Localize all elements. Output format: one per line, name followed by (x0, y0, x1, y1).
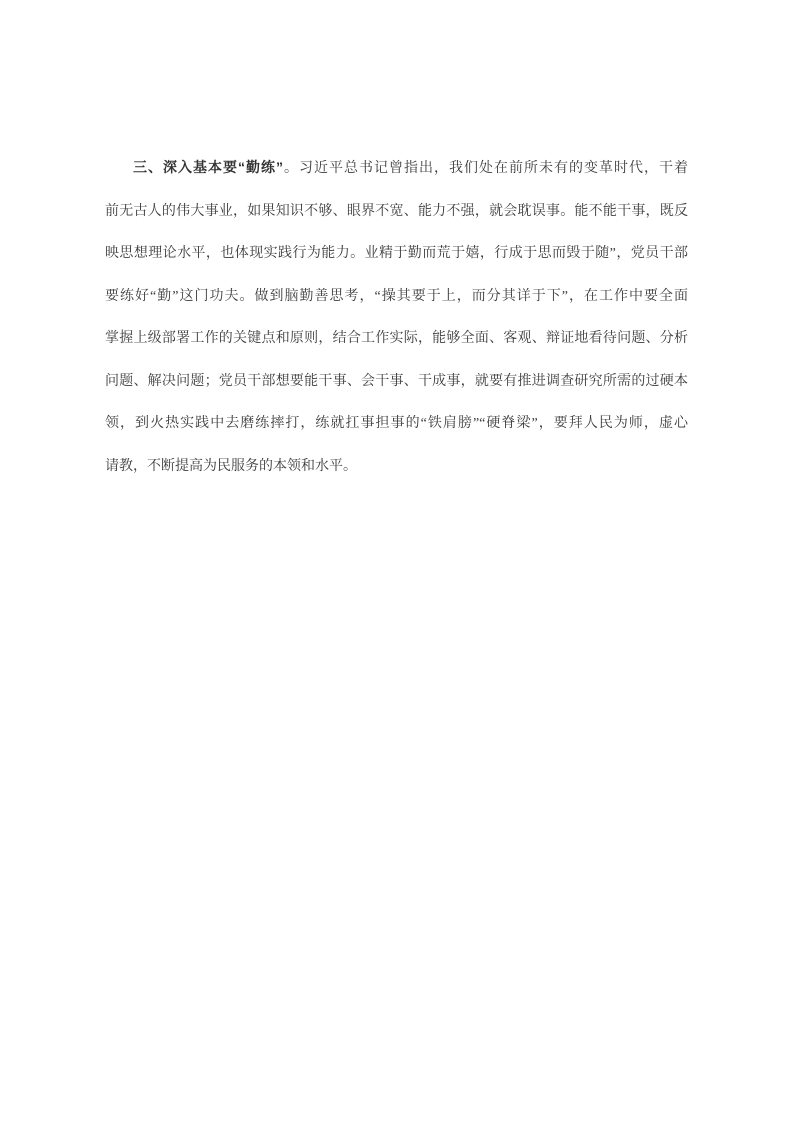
text-line: 领，到火热实践中去磨练摔打，练就扛事担事的“铁肩膀”“硬脊梁”，要拜人民为师，虚心 (105, 416, 688, 431)
text-line: 前无古人的伟大事业，如果知识不够、眼界不宽、能力不强，就会耽误事。能不能干事，既反 (105, 203, 688, 219)
body-paragraph (105, 146, 688, 488)
text-line (105, 146, 688, 191)
text-line: 问题、解决问题；党员干部想要能干事、会干事、干成事，就要有推进调查研究所需的过硬本 (105, 373, 688, 389)
text-line: 映思想理论水平，也体现实践行为能力。业精于勤而荒于嬉，行成于思而毁于随”，党员干部 (105, 246, 688, 261)
paragraph-heading-emphasis: “勤练” (238, 159, 283, 175)
text-line: 掌握上级部署工作的关键点和原则，结合工作实际，能够全面、客观、辩证地看待问题、分析 (105, 331, 688, 346)
text-line: 请教，不断提高为民服务的本领和水平。 (105, 458, 357, 474)
text-line: 要练好“勤”这门功夫。做到脑勤善思考，“操其要于上，而分其详于下”，在工作中要全面 (105, 288, 688, 304)
paragraph-heading-prefix: 三、深入基本要 (133, 161, 238, 176)
paragraph-heading-period: 。 (283, 161, 299, 176)
paragraph-line1-text: 习近平总书记曾指出，我们处在前所未有的变革时代，干着 (299, 161, 688, 176)
